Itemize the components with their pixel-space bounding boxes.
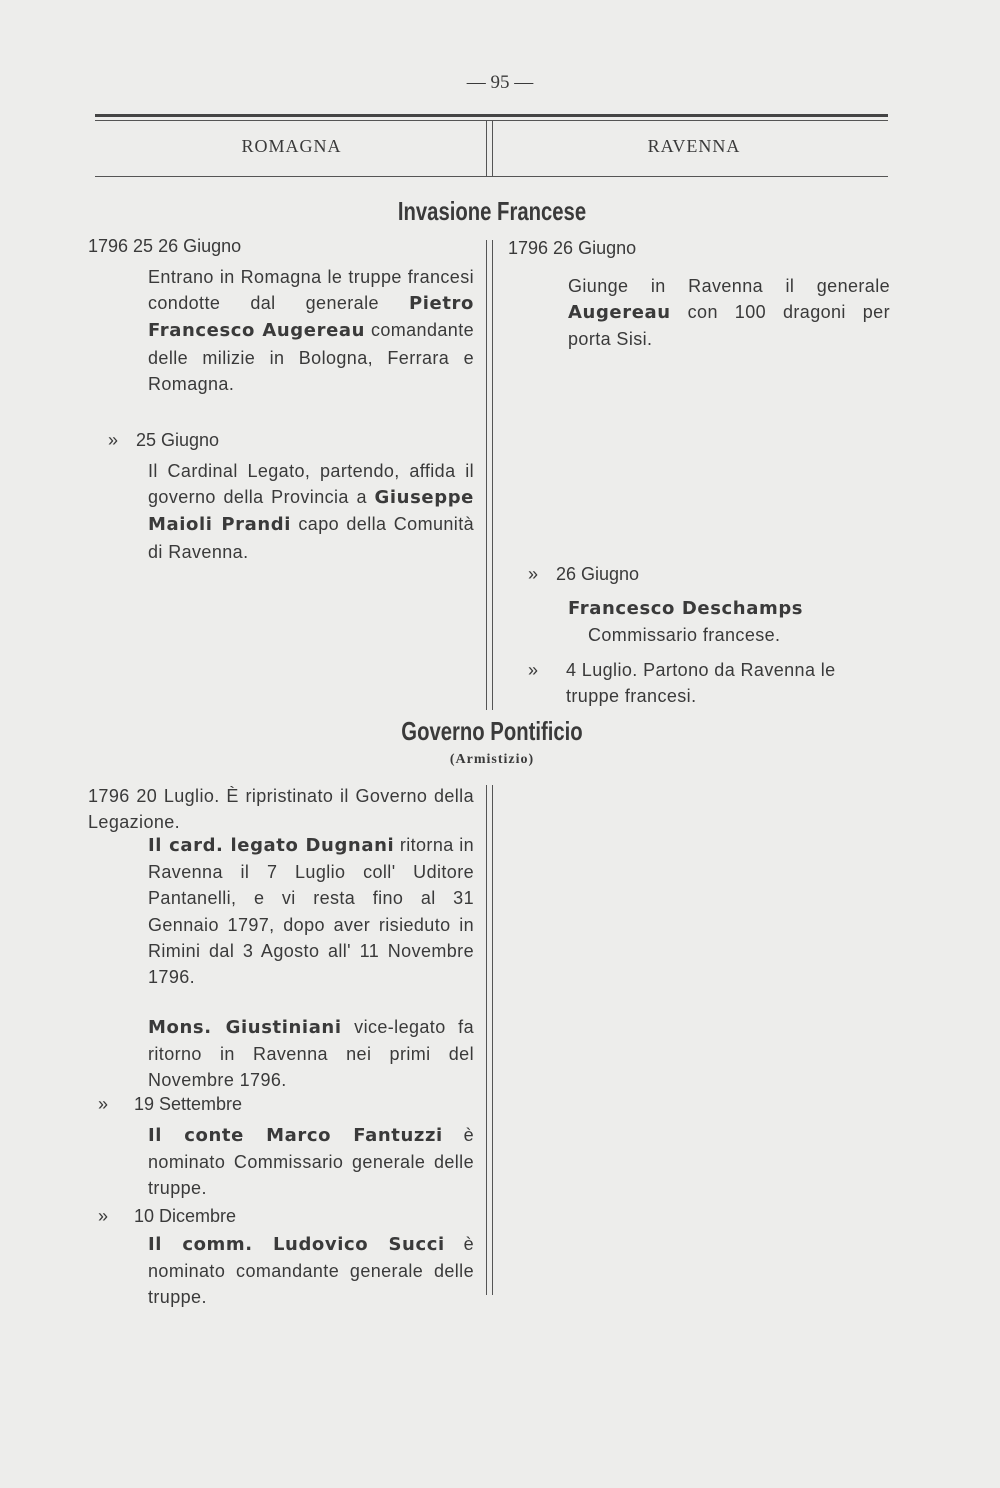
date-s2-4: 19 Settembre — [134, 1094, 243, 1114]
entry-text: è nominato Commissario generale delle truppe. — [148, 1125, 474, 1199]
section-subtitle: (Armistizio) — [449, 752, 535, 767]
ditto-mark: » — [98, 1206, 109, 1226]
entry-text: è nominato comandante generale delle truppe. — [148, 1234, 474, 1308]
entry-text: È ripristinato il Governo della Legazione. — [88, 786, 474, 833]
section-title-governo: Governo Pontificio — [401, 716, 583, 746]
entry-text: Entrano in Romagna le truppe francesi condotte dal generale — [148, 267, 474, 314]
entry-text: Commissario francese. — [588, 625, 781, 646]
ditto-mark: » — [98, 1094, 109, 1114]
column-divider-section2 — [486, 785, 493, 1295]
entry-text: Il Cardinal Legato, partendo, affida il governo della Provincia a — [148, 461, 474, 508]
entry-text: ritorna in Ravenna il 7 Luglio coll' Uditore Pantanelli, e vi resta fino al 31 Gennaio 1797, dopo aver risieduto in Rimini dal 3 Agosto all' 11 Novembre 1796. — [148, 835, 474, 988]
entry-bold-name: Augereau — [568, 302, 671, 324]
header-right: RAVENNA — [647, 136, 741, 156]
entry-text: Partono da Ravenna le truppe francesi. — [566, 660, 836, 707]
entry-bold-name: Il comm. Ludovico Succi — [148, 1234, 445, 1255]
entry-left-1 — [148, 264, 474, 397]
date-left-2: 25 Giugno — [136, 430, 220, 450]
entry-bold-name: Il conte Marco Fantuzzi — [148, 1125, 443, 1146]
entry-text: vice-legato fa ritorno in Ravenna nei primi del Novembre 1796. — [148, 1017, 474, 1091]
column-divider-header — [486, 120, 493, 176]
column-divider-section1 — [486, 240, 493, 710]
entry-bold-name: Pietro Francesco Augereau — [148, 293, 474, 342]
entry-left-2 — [148, 458, 474, 565]
entry-right-2 — [568, 596, 890, 648]
entry-bold-name: Giuseppe Maioli Prandi — [148, 487, 474, 536]
date-right-3: 4 Luglio. — [566, 660, 638, 680]
section-title-invasione: Invasione Francese — [397, 196, 587, 226]
entry-s2-4 — [148, 1122, 474, 1202]
date-s2-1: 1796 20 Luglio. — [88, 786, 220, 806]
entry-s2-5 — [148, 1231, 474, 1311]
ditto-mark: » — [528, 564, 539, 584]
header-underline — [95, 176, 888, 177]
header-left: ROMAGNA — [241, 136, 342, 156]
date-left-1: 1796 25 26 Giugno — [88, 236, 242, 256]
entry-text: Giunge in Ravenna il generale — [568, 276, 890, 296]
date-right-2: 26 Giugno — [556, 564, 640, 584]
entry-s2-3 — [148, 1014, 474, 1094]
entry-right-1 — [568, 273, 890, 353]
entry-text: con 100 dragoni per porta Sisi. — [568, 302, 890, 350]
entry-s2-1 — [88, 783, 474, 835]
entry-text: comandante delle milizie in Bologna, Ferrara e Romagna. — [148, 320, 475, 394]
entry-text: capo della Comunità di Ravenna. — [148, 514, 475, 562]
entry-bold-name: Francesco Deschamps — [568, 598, 804, 619]
date-right-1: 1796 26 Giugno — [508, 238, 637, 258]
page-number: — 95 — — [466, 72, 534, 93]
ditto-mark: » — [528, 660, 539, 680]
entry-right-3 — [566, 657, 890, 709]
header-rule — [95, 114, 888, 117]
ditto-mark: » — [108, 430, 119, 450]
date-s2-5: 10 Dicembre — [134, 1206, 237, 1226]
entry-bold-name: Il card. legato Dugnani — [148, 835, 395, 856]
entry-s2-2 — [148, 832, 474, 990]
entry-bold-name: Mons. Giustiniani — [148, 1017, 342, 1038]
